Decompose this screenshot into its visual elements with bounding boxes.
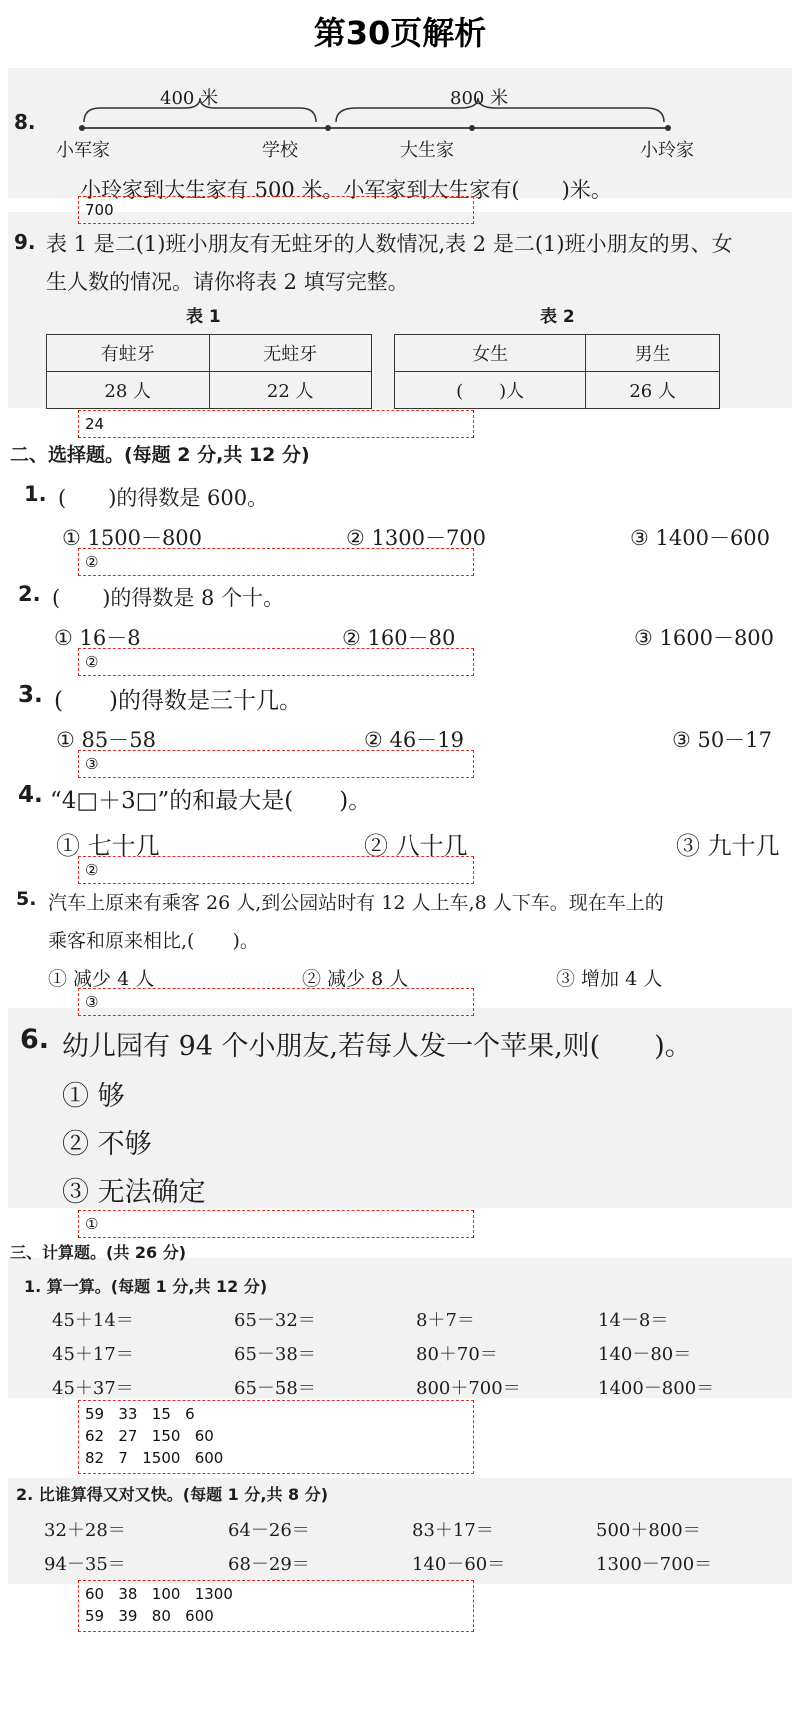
s3q2-answer-line1: 60 38 100 1300 bbox=[85, 1585, 233, 1603]
calc1-r2-c2: 65－38＝ bbox=[234, 1344, 316, 1365]
calc2-r1-c2: 64－26＝ bbox=[228, 1520, 310, 1541]
s3q2-answer bbox=[78, 1580, 474, 1632]
s2q4-option-1: ① 七十几 bbox=[56, 832, 160, 860]
calc1-r2-c1: 45＋17＝ bbox=[52, 1344, 134, 1365]
table2-value-boys: 26 人 bbox=[586, 372, 720, 409]
calc2-r2-c2: 68－29＝ bbox=[228, 1554, 310, 1575]
s2q1-option-1: ① 1500－800 bbox=[62, 526, 203, 550]
s2q5-option-2: ② 减少 8 人 bbox=[302, 968, 409, 990]
table1-header-no-cavity: 无蛀牙 bbox=[209, 335, 372, 372]
s3q1-answer-line2: 62 27 150 60 bbox=[85, 1427, 214, 1445]
s2q4-answer: ② bbox=[78, 856, 474, 884]
table1-caption: 表 1 bbox=[186, 307, 221, 327]
s2q2-answer: ② bbox=[78, 648, 474, 676]
s2q3-option-3: ③ 50－17 bbox=[672, 728, 772, 752]
calc2-r1-c1: 32＋28＝ bbox=[44, 1520, 126, 1541]
s2q1-option-2: ② 1300－700 bbox=[346, 526, 487, 550]
calc2-r2-c4: 1300－700＝ bbox=[596, 1554, 713, 1575]
s2q2-text: ( )的得数是 8 个十。 bbox=[52, 586, 285, 610]
place-dasheng: 大生家 bbox=[400, 140, 454, 161]
calc1-r2-c3: 80＋70＝ bbox=[416, 1344, 498, 1365]
s3q1-answer-line3: 82 7 1500 600 bbox=[85, 1449, 224, 1467]
s3q2-label: 2. 比谁算得又对又快。(每题 1 分,共 8 分) bbox=[16, 1485, 329, 1504]
place-xiaoling: 小玲家 bbox=[640, 140, 694, 161]
table1-value-cavity: 28 人 bbox=[47, 372, 210, 409]
s2q5-option-1: ① 减少 4 人 bbox=[48, 968, 155, 990]
s2q3-option-2: ② 46－19 bbox=[364, 728, 464, 752]
s2q5-line1: 汽车上原来有乘客 26 人,到公园站时有 12 人上车,8 人下车。现在车上的 bbox=[48, 892, 664, 914]
s3q1-label: 1. 算一算。(每题 1 分,共 12 分) bbox=[24, 1277, 268, 1296]
s2q2-option-2: ② 160－80 bbox=[342, 626, 456, 650]
s2q6-number: 6. bbox=[20, 1024, 50, 1055]
q9-answer: 24 bbox=[78, 410, 474, 438]
distance-diagram bbox=[60, 78, 680, 138]
calc2-r1-c3: 83＋17＝ bbox=[412, 1520, 494, 1541]
s2q3-answer: ③ bbox=[78, 750, 474, 778]
s2q5-line2: 乘客和原来相比,( )。 bbox=[48, 930, 259, 952]
s2q2-number: 2. bbox=[18, 582, 41, 606]
s2q1-number: 1. bbox=[24, 482, 47, 506]
s2q5-number: 5. bbox=[16, 888, 37, 910]
calc1-r2-c4: 140－80＝ bbox=[598, 1344, 692, 1365]
q8-answer: 700 bbox=[78, 196, 474, 224]
q8-text: 小玲家到大生家有 500 米。小军家到大生家有( )米。 bbox=[80, 178, 612, 202]
calc1-r3-c3: 800＋700＝ bbox=[416, 1378, 521, 1399]
calc1-r1-c3: 8＋7＝ bbox=[416, 1310, 475, 1331]
calc2-r2-c3: 140－60＝ bbox=[412, 1554, 506, 1575]
s2q3-option-1: ① 85－58 bbox=[56, 728, 156, 752]
s3q1-answer-line1: 59 33 15 6 bbox=[85, 1405, 195, 1423]
table2 bbox=[394, 334, 720, 409]
q9-line2: 生人数的情况。请你将表 2 填写完整。 bbox=[46, 270, 409, 294]
table1-value-no-cavity: 22 人 bbox=[209, 372, 372, 409]
place-school: 学校 bbox=[262, 140, 298, 161]
s2q4-number: 4. bbox=[18, 782, 43, 808]
section2-heading: 二、选择题。(每题 2 分,共 12 分) bbox=[10, 444, 310, 466]
s2q2-option-1: ① 16－8 bbox=[54, 626, 141, 650]
s3q2-answer-line2: 59 39 80 600 bbox=[85, 1607, 214, 1625]
page-title: 第30页解析 bbox=[313, 14, 487, 52]
s2q3-number: 3. bbox=[18, 682, 43, 708]
table2-caption: 表 2 bbox=[540, 307, 575, 327]
s2q5-option-3: ③ 增加 4 人 bbox=[556, 968, 663, 990]
s2q1-option-3: ③ 1400－600 bbox=[630, 526, 771, 550]
s2q6-option-2: ② 不够 bbox=[62, 1129, 152, 1160]
s2q2-option-3: ③ 1600－800 bbox=[634, 626, 775, 650]
q8-number: 8. bbox=[14, 110, 36, 134]
q9-number: 9. bbox=[14, 230, 36, 254]
s2q6-answer: ① bbox=[78, 1210, 474, 1238]
s2q1-text: ( )的得数是 600。 bbox=[58, 486, 269, 510]
distance-800: 800 米 bbox=[450, 88, 509, 109]
calc1-r1-c4: 14－8＝ bbox=[598, 1310, 669, 1331]
s2q5-answer: ③ bbox=[78, 988, 474, 1016]
calc1-r1-c2: 65－32＝ bbox=[234, 1310, 316, 1331]
q9-line1: 表 1 是二(1)班小朋友有无蛀牙的人数情况,表 2 是二(1)班小朋友的男、女 bbox=[46, 232, 733, 256]
table2-header-girls: 女生 bbox=[395, 335, 586, 372]
section3-heading: 三、计算题。(共 26 分) bbox=[10, 1243, 187, 1262]
s2q1-answer: ② bbox=[78, 548, 474, 576]
table2-header-boys: 男生 bbox=[586, 335, 720, 372]
s2q4-text: “4□＋3□”的和最大是( )。 bbox=[50, 788, 372, 814]
calc1-r1-c1: 45＋14＝ bbox=[52, 1310, 134, 1331]
s2q6-option-1: ① 够 bbox=[62, 1081, 125, 1112]
calc2-r1-c4: 500＋800＝ bbox=[596, 1520, 701, 1541]
s2q6-option-3: ③ 无法确定 bbox=[62, 1177, 206, 1208]
distance-400: 400 米 bbox=[160, 88, 219, 109]
table1 bbox=[46, 334, 372, 409]
calc2-r2-c1: 94－35＝ bbox=[44, 1554, 126, 1575]
table1-header-cavity: 有蛀牙 bbox=[47, 335, 210, 372]
s2q4-option-2: ② 八十几 bbox=[364, 832, 468, 860]
s2q6-text: 幼儿园有 94 个小朋友,若每人发一个苹果,则( )。 bbox=[62, 1031, 692, 1062]
s3q1-answer bbox=[78, 1400, 474, 1474]
table2-value-girls: ( )人 bbox=[395, 372, 586, 409]
calc1-r3-c1: 45＋37＝ bbox=[52, 1378, 134, 1399]
calc1-r3-c2: 65－58＝ bbox=[234, 1378, 316, 1399]
calc1-r3-c4: 1400－800＝ bbox=[598, 1378, 715, 1399]
s2q4-option-3: ③ 九十几 bbox=[676, 832, 780, 860]
place-xiaojun: 小军家 bbox=[56, 140, 110, 161]
s2q3-text: ( )的得数是三十几。 bbox=[54, 688, 302, 714]
